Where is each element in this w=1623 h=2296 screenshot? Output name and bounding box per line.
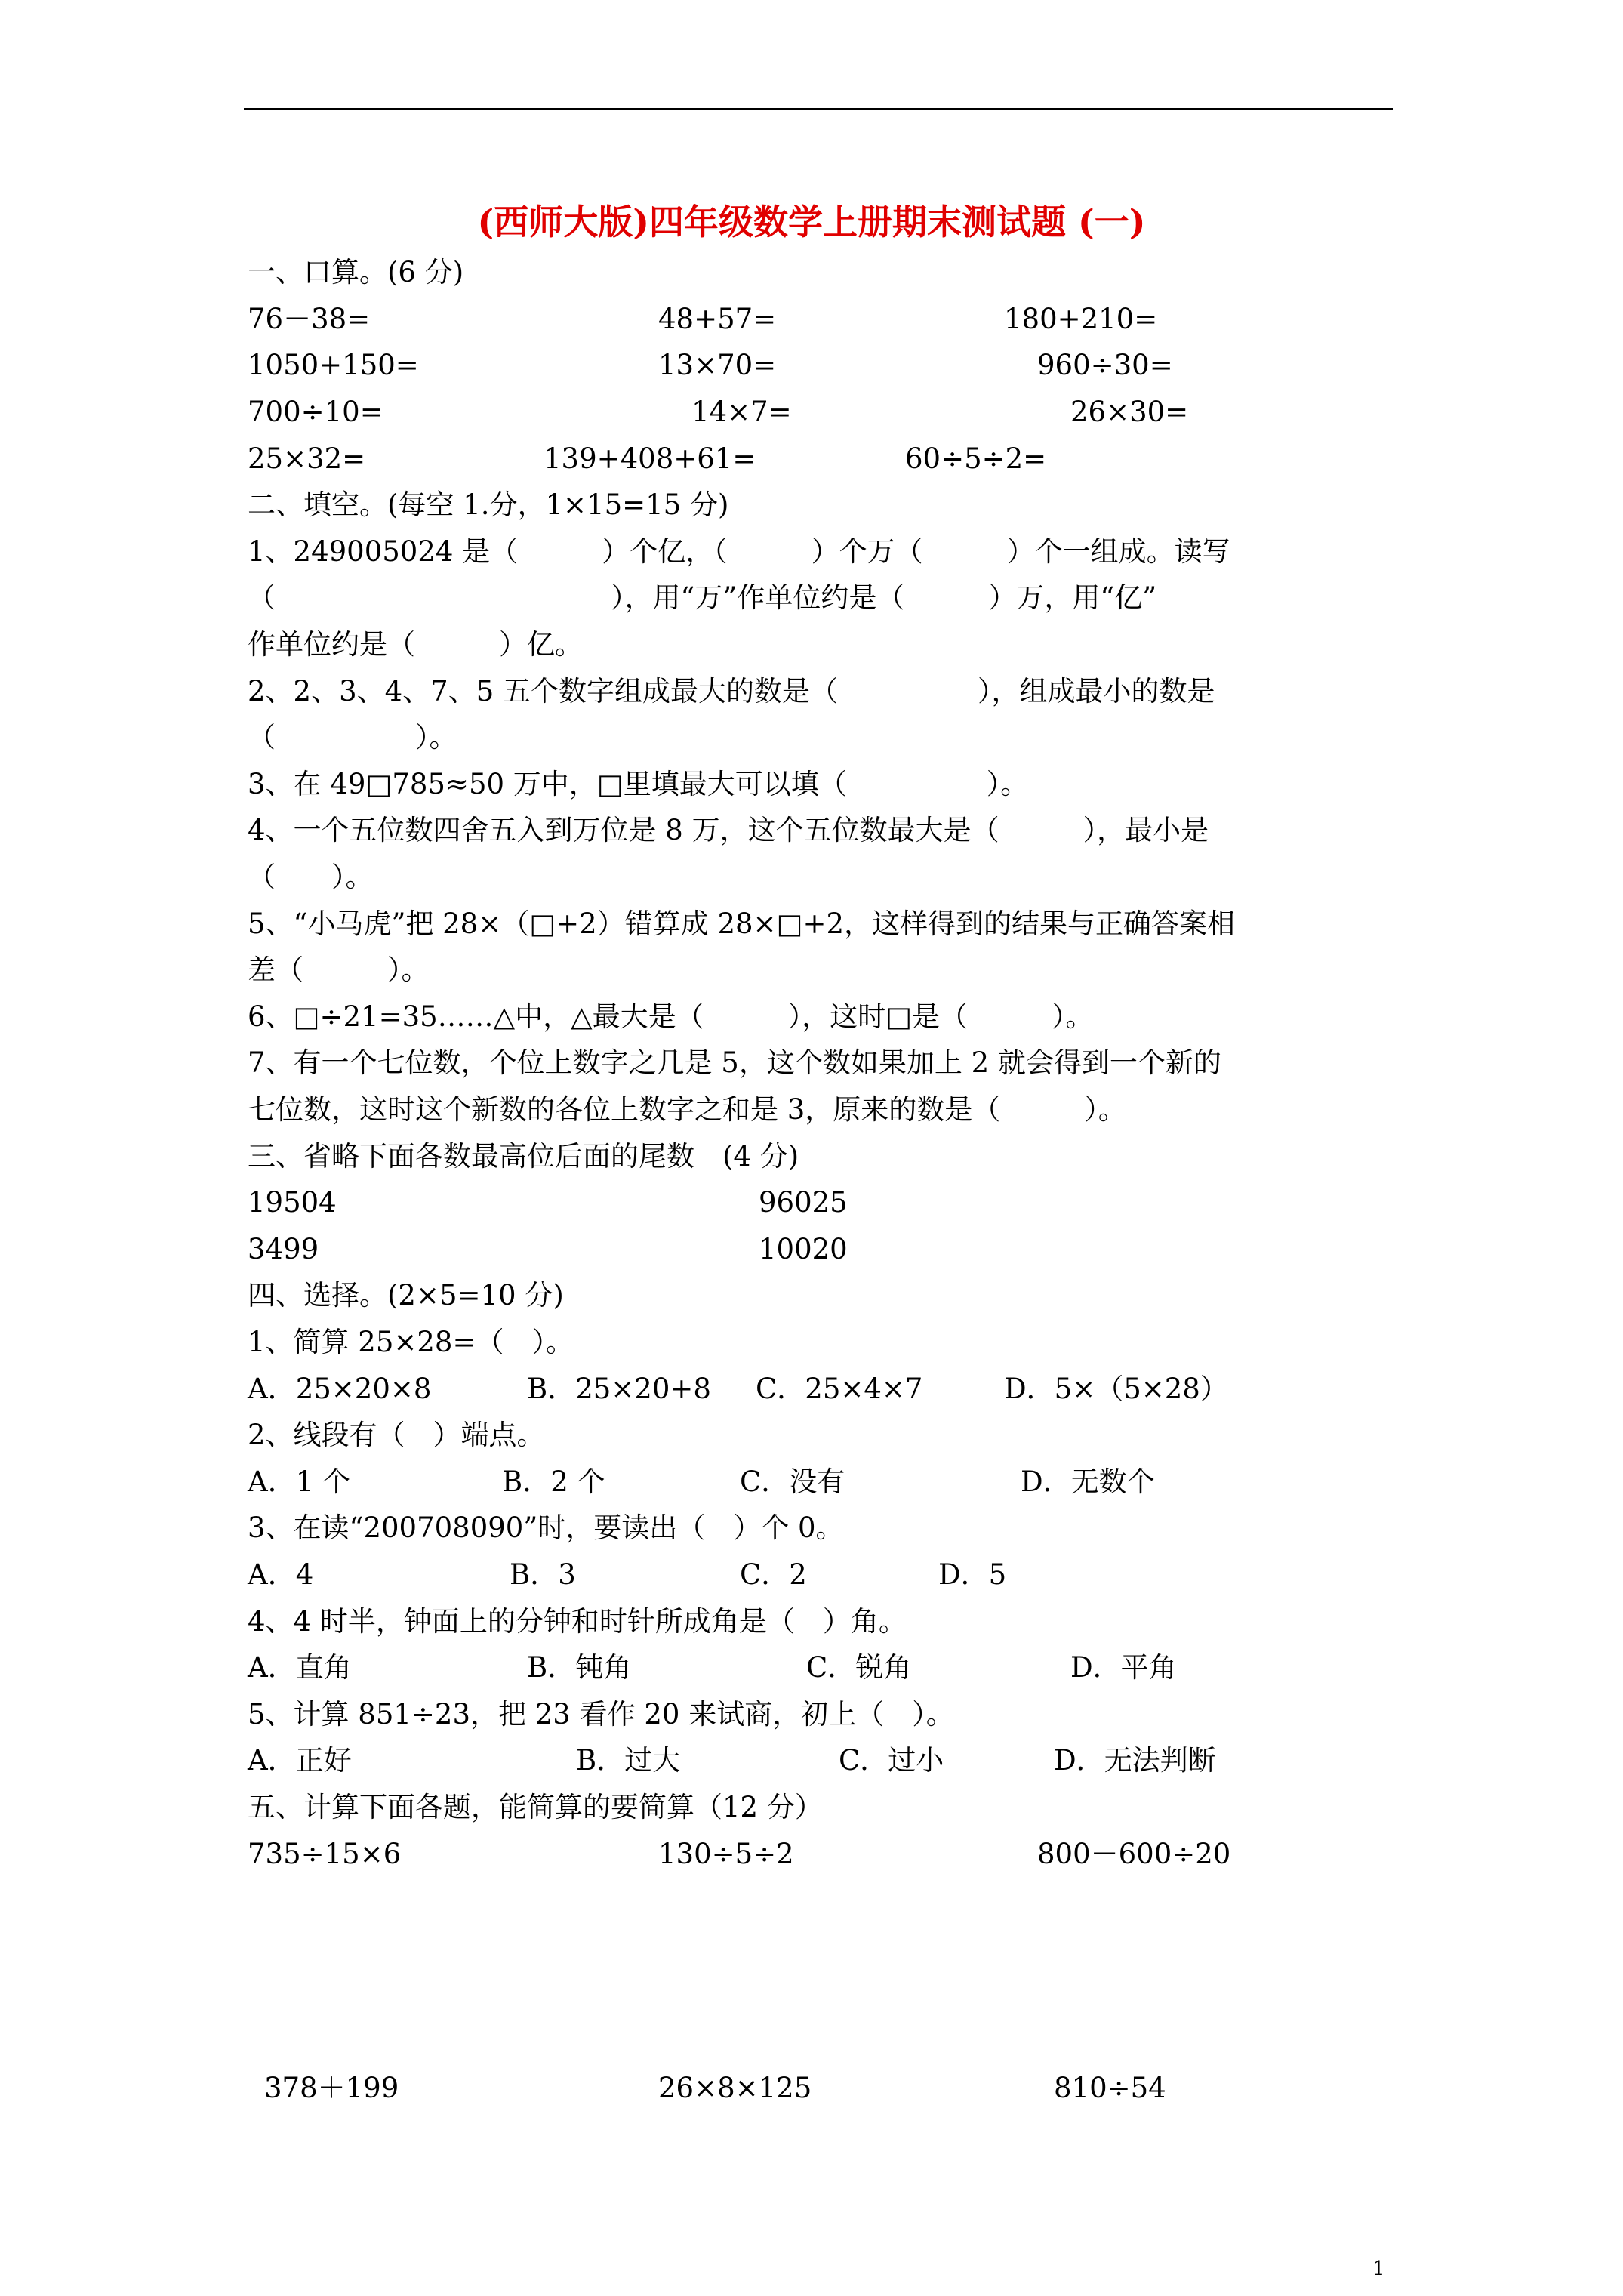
section-1-heading: 一、口算。(6 分) <box>248 256 464 288</box>
fill-blank-line: 5、“小马虎”把 28×（□+2）错算成 28×□+2，这样得到的结果与正确答案相 <box>248 908 1236 940</box>
calc-problem: 735÷15×6 <box>248 1838 402 1870</box>
mental-calc-item: 13×70= <box>658 349 777 381</box>
fill-blank-line: 3、在 49□785≈50 万中，□里填最大可以填（ ）。 <box>248 768 1029 800</box>
fill-blank-line: 1、249005024 是（ ）个亿，（ ）个万（ ）个一组成。读写 <box>248 535 1230 568</box>
choice-option: B．钝角 <box>527 1651 632 1684</box>
mental-calc-item: 960÷30= <box>1037 349 1173 381</box>
choice-option: B．2 个 <box>502 1465 605 1498</box>
fill-blank-line: 作单位约是（ ）亿。 <box>248 628 583 661</box>
choice-question: 1、简算 25×28=（ ）。 <box>248 1326 574 1358</box>
fill-blank-line: 差（ ）。 <box>248 954 430 986</box>
page-number: 1 <box>1372 2257 1385 2280</box>
choice-option: C．锐角 <box>806 1651 912 1684</box>
choice-option: A．25×20×8 <box>248 1373 432 1405</box>
mental-calc-item: 14×7= <box>691 396 792 428</box>
fill-blank-line: 4、一个五位数四舍五入到万位是 8 万，这个五位数最大是（ ），最小是 <box>248 814 1209 846</box>
fill-blank-line: （ ）。 <box>248 861 374 893</box>
fill-blank-line: 6、□÷21=35……△中，△最大是（ ），这时□是（ ）。 <box>248 1000 1094 1033</box>
choice-option: B．过大 <box>576 1744 681 1777</box>
mental-calc-item: 700÷10= <box>248 396 383 428</box>
choice-question: 5、计算 851÷23，把 23 看作 20 来试商，初上（ ）。 <box>248 1698 954 1730</box>
choice-option: D．无法判断 <box>1054 1744 1216 1777</box>
mental-calc-item: 76－38= <box>248 303 371 335</box>
rounding-item: 3499 <box>248 1233 319 1265</box>
fill-blank-line: 七位数，这时这个新数的各位上数字之和是 3，原来的数是（ ）。 <box>248 1093 1126 1126</box>
choice-option: A．1 个 <box>248 1465 351 1498</box>
section-3-heading: 三、省略下面各数最高位后面的尾数 (4 分) <box>248 1140 799 1173</box>
choice-option: C．25×4×7 <box>756 1373 923 1405</box>
choice-option: A．直角 <box>248 1651 352 1684</box>
choice-option: D．5×（5×28） <box>1004 1373 1228 1405</box>
mental-calc-item: 26×30= <box>1070 396 1189 428</box>
choice-question: 4、4 时半，钟面上的分钟和时针所成角是（ ）角。 <box>248 1605 907 1638</box>
fill-blank-line: 2、2、3、4、7、5 五个数字组成最大的数是（ ），组成最小的数是 <box>248 675 1215 707</box>
calc-problem: 130÷5÷2 <box>658 1838 794 1870</box>
choice-question: 2、线段有（ ）端点。 <box>248 1419 545 1451</box>
mental-calc-item: 60÷5÷2= <box>905 442 1047 475</box>
header-rule <box>244 108 1393 110</box>
section-2-heading: 二、填空。(每空 1.分，1×15=15 分) <box>248 488 729 521</box>
calc-problem: 810÷54 <box>1054 2072 1166 2104</box>
calc-problem: 800－600÷20 <box>1037 1838 1231 1870</box>
fill-blank-line: （ ）。 <box>248 721 457 754</box>
choice-option: D．5 <box>938 1558 1007 1591</box>
mental-calc-item: 139+408+61= <box>544 442 756 475</box>
mental-calc-item: 1050+150= <box>248 349 419 381</box>
calc-problem: 26×8×125 <box>658 2072 812 2104</box>
choice-option: A．正好 <box>248 1744 352 1777</box>
page-title: (西师大版)四年级数学上册期末测试题 (一) <box>477 202 1146 242</box>
rounding-item: 96025 <box>759 1186 848 1219</box>
choice-option: D．平角 <box>1070 1651 1177 1684</box>
mental-calc-item: 180+210= <box>1004 303 1158 335</box>
section-5-heading: 五、计算下面各题，能简算的要简算（12 分） <box>248 1791 823 1823</box>
choice-option: C．过小 <box>839 1744 944 1777</box>
rounding-item: 10020 <box>759 1233 848 1265</box>
section-4-heading: 四、选择。(2×5=10 分) <box>248 1279 564 1311</box>
choice-option: A．4 <box>248 1558 314 1591</box>
choice-option: B．3 <box>510 1558 576 1591</box>
choice-option: B．25×20+8 <box>527 1373 711 1405</box>
calc-problem: 378＋199 <box>264 2072 399 2104</box>
choice-option: C．2 <box>740 1558 807 1591</box>
rounding-item: 19504 <box>248 1186 337 1219</box>
choice-option: C．没有 <box>740 1465 845 1498</box>
mental-calc-item: 25×32= <box>248 442 366 475</box>
fill-blank-line: （ ），用“万”作单位约是（ ）万，用“亿” <box>248 581 1157 614</box>
fill-blank-line: 7、有一个七位数，个位上数字之几是 5，这个数如果加上 2 就会得到一个新的 <box>248 1046 1221 1079</box>
mental-calc-item: 48+57= <box>658 303 777 335</box>
choice-option: D．无数个 <box>1021 1465 1155 1498</box>
choice-question: 3、在读“200708090”时，要读出（ ）个 0。 <box>248 1512 844 1544</box>
